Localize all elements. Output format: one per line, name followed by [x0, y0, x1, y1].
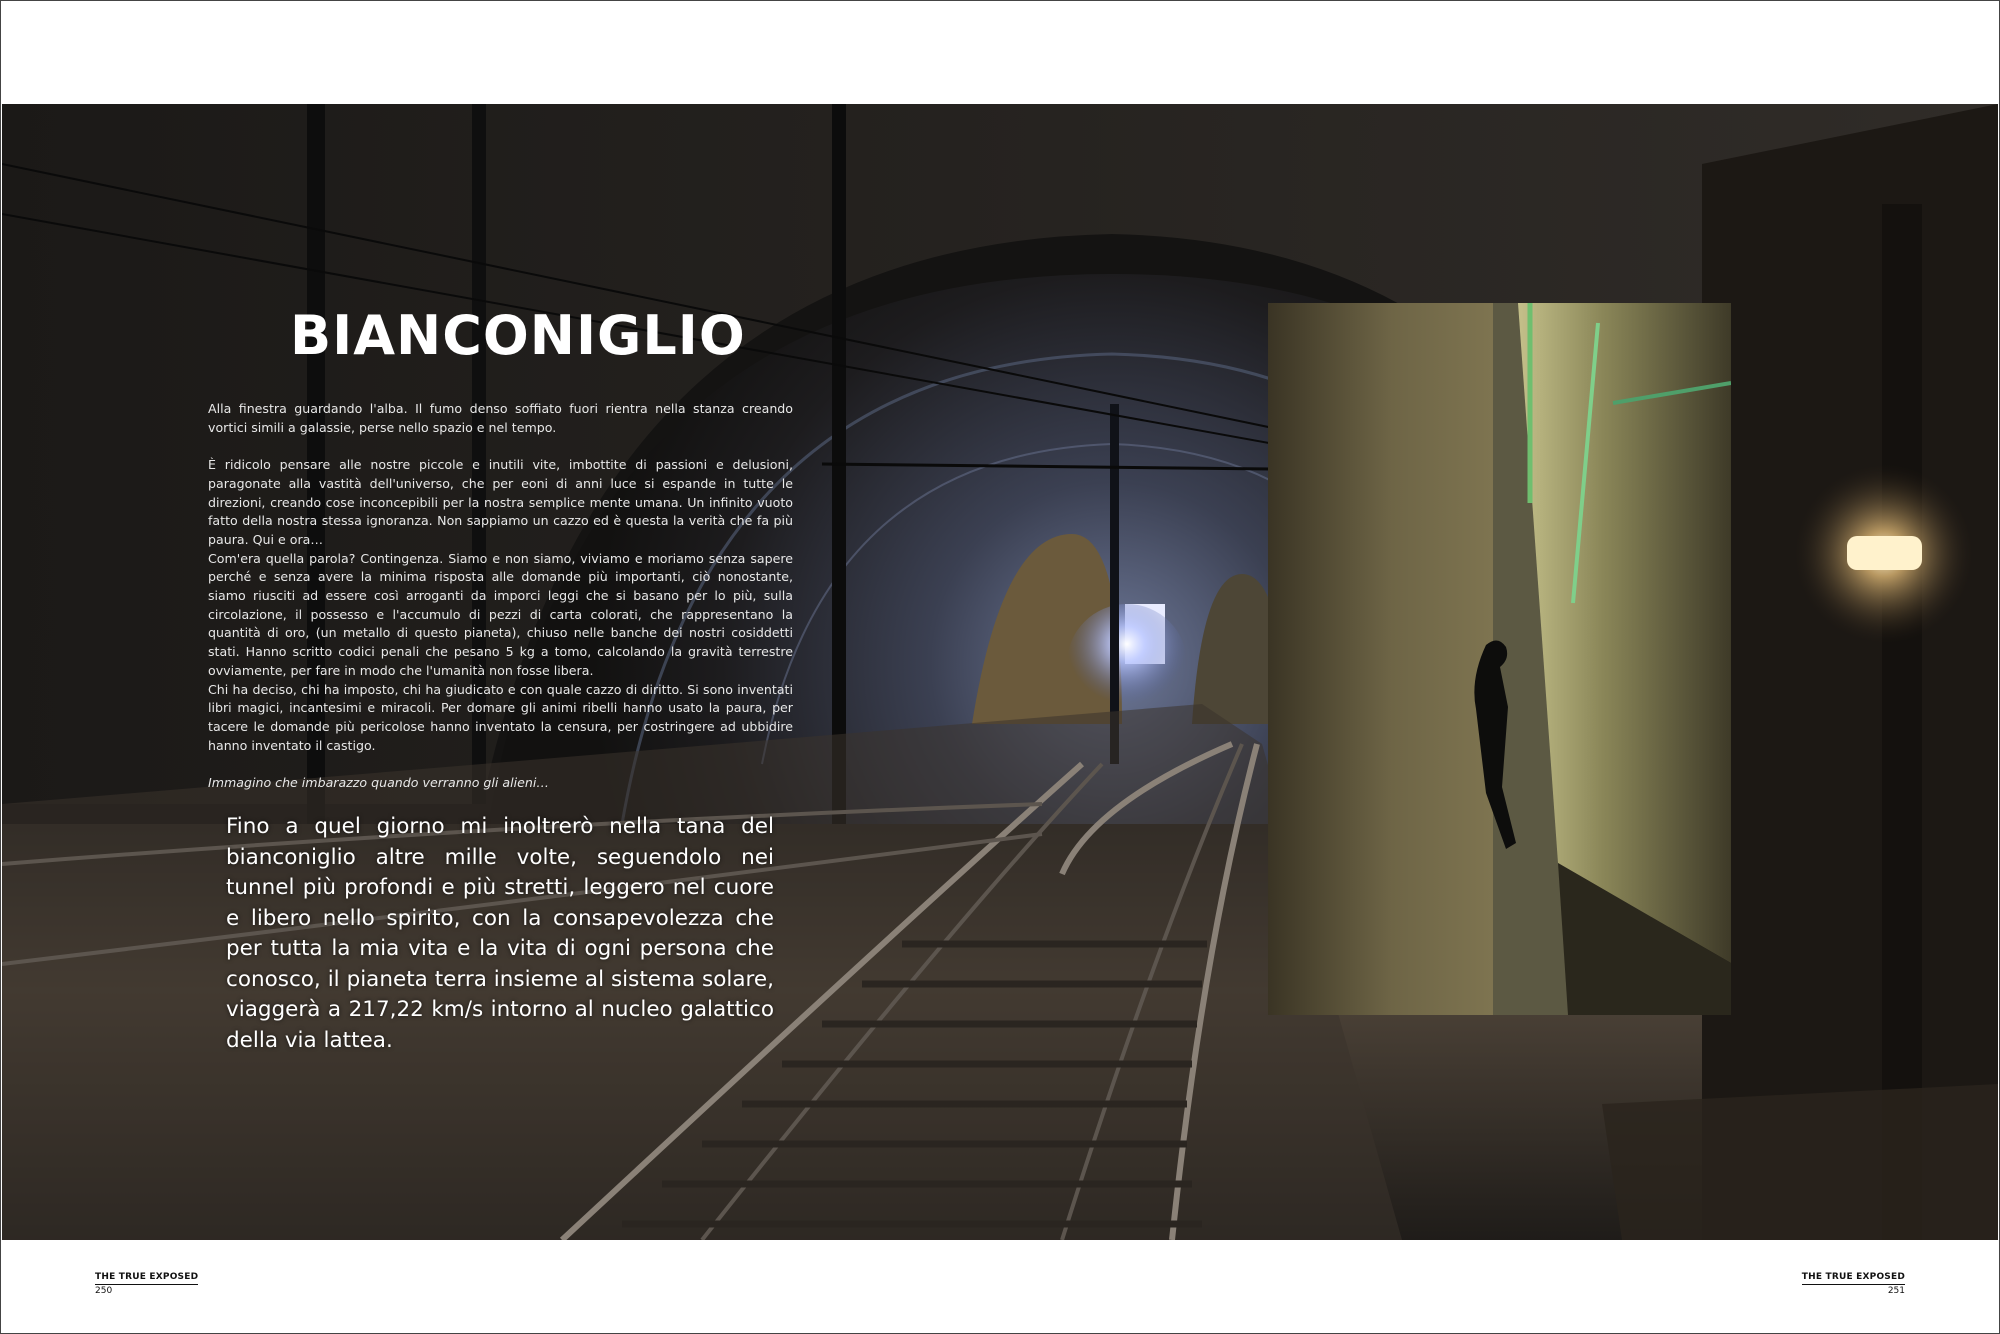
page-number: 251 [1887, 1286, 1905, 1296]
body-paragraph: È ridicolo pensare alle nostre piccole e inutili vite, imbottite di passioni e delusioni, paragonate alla vastità dell'universo, che per eoni di anni luce si espande in tutte le direzioni, creando cose inconcepibili per la nostra semplice mente umana. Un infinito vuoto fatto della nostra stessa ignoranza. Non sappiamo un cazzo ed è questa la verità che fa più paura. Qui e ora… [208, 457, 793, 547]
footer-right [1802, 1271, 1905, 1297]
footer-magazine-name: THE TRUE EXPOSED [1802, 1271, 1905, 1285]
inset-photo [1268, 303, 1731, 1015]
footer-left [95, 1271, 198, 1297]
body-paragraph: Alla finestra guardando l'alba. Il fumo denso soffiato fuori rientra nella stanza creando vortici simili a galassie, perse nello spazio e nel tempo. [208, 401, 793, 435]
body-paragraph: Com'era quella parola? Contingenza. Siamo e non siamo, viviamo e moriamo senza sapere perché e senza avere la minima risposta alle domande più importanti, ciò nonostante, siamo riusciti ad essere così arroganti da imporci leggi che si basano per lo più, sulla circolazione, il possesso e l'accumulo di pezzi di carta colorati, che rappresentano la quantità di oro, (un metallo di questo pianeta), chiuso nelle banche dei nostri cosiddetti stati. Hanno scritto codici penali che pesano 5 kg a tomo, calcolando la gravità terrestre ovviamente, per fare in modo che l'umanità non fosse libera. [208, 550, 793, 678]
body-paragraph-closing: Immagino che imbarazzo quando verranno gli alieni… [208, 775, 549, 791]
footer-magazine-name: THE TRUE EXPOSED [95, 1271, 198, 1285]
page-number: 250 [95, 1286, 113, 1296]
article-title: BIANCONIGLIO [290, 304, 746, 367]
body-paragraph: Chi ha deciso, chi ha imposto, chi ha giudicato e con quale cazzo di diritto. Si sono inventati libri magici, incantesimi e miracoli. Per domare gli animi ribelli hanno usato la paura, per tacere le domande più pericolose hanno inventato la censura, per costringere ad ubbidire hanno inventato il castigo. [208, 681, 793, 753]
pull-quote: Fino a quel giorno mi inoltrerò nella tana del bianconiglio altre mille volte, seguendolo nei tunnel più profondi e più stretti, leggero nel cuore e libero nello spirito, con la consapevolezza che per tutta la mia vita e la vita di ogni persona che conosco, il pianeta terra insieme al sistema solare, viaggerà a 217,22 km/s intorno al nucleo galattico della via lattea. [226, 814, 774, 1053]
article-body [208, 400, 793, 811]
